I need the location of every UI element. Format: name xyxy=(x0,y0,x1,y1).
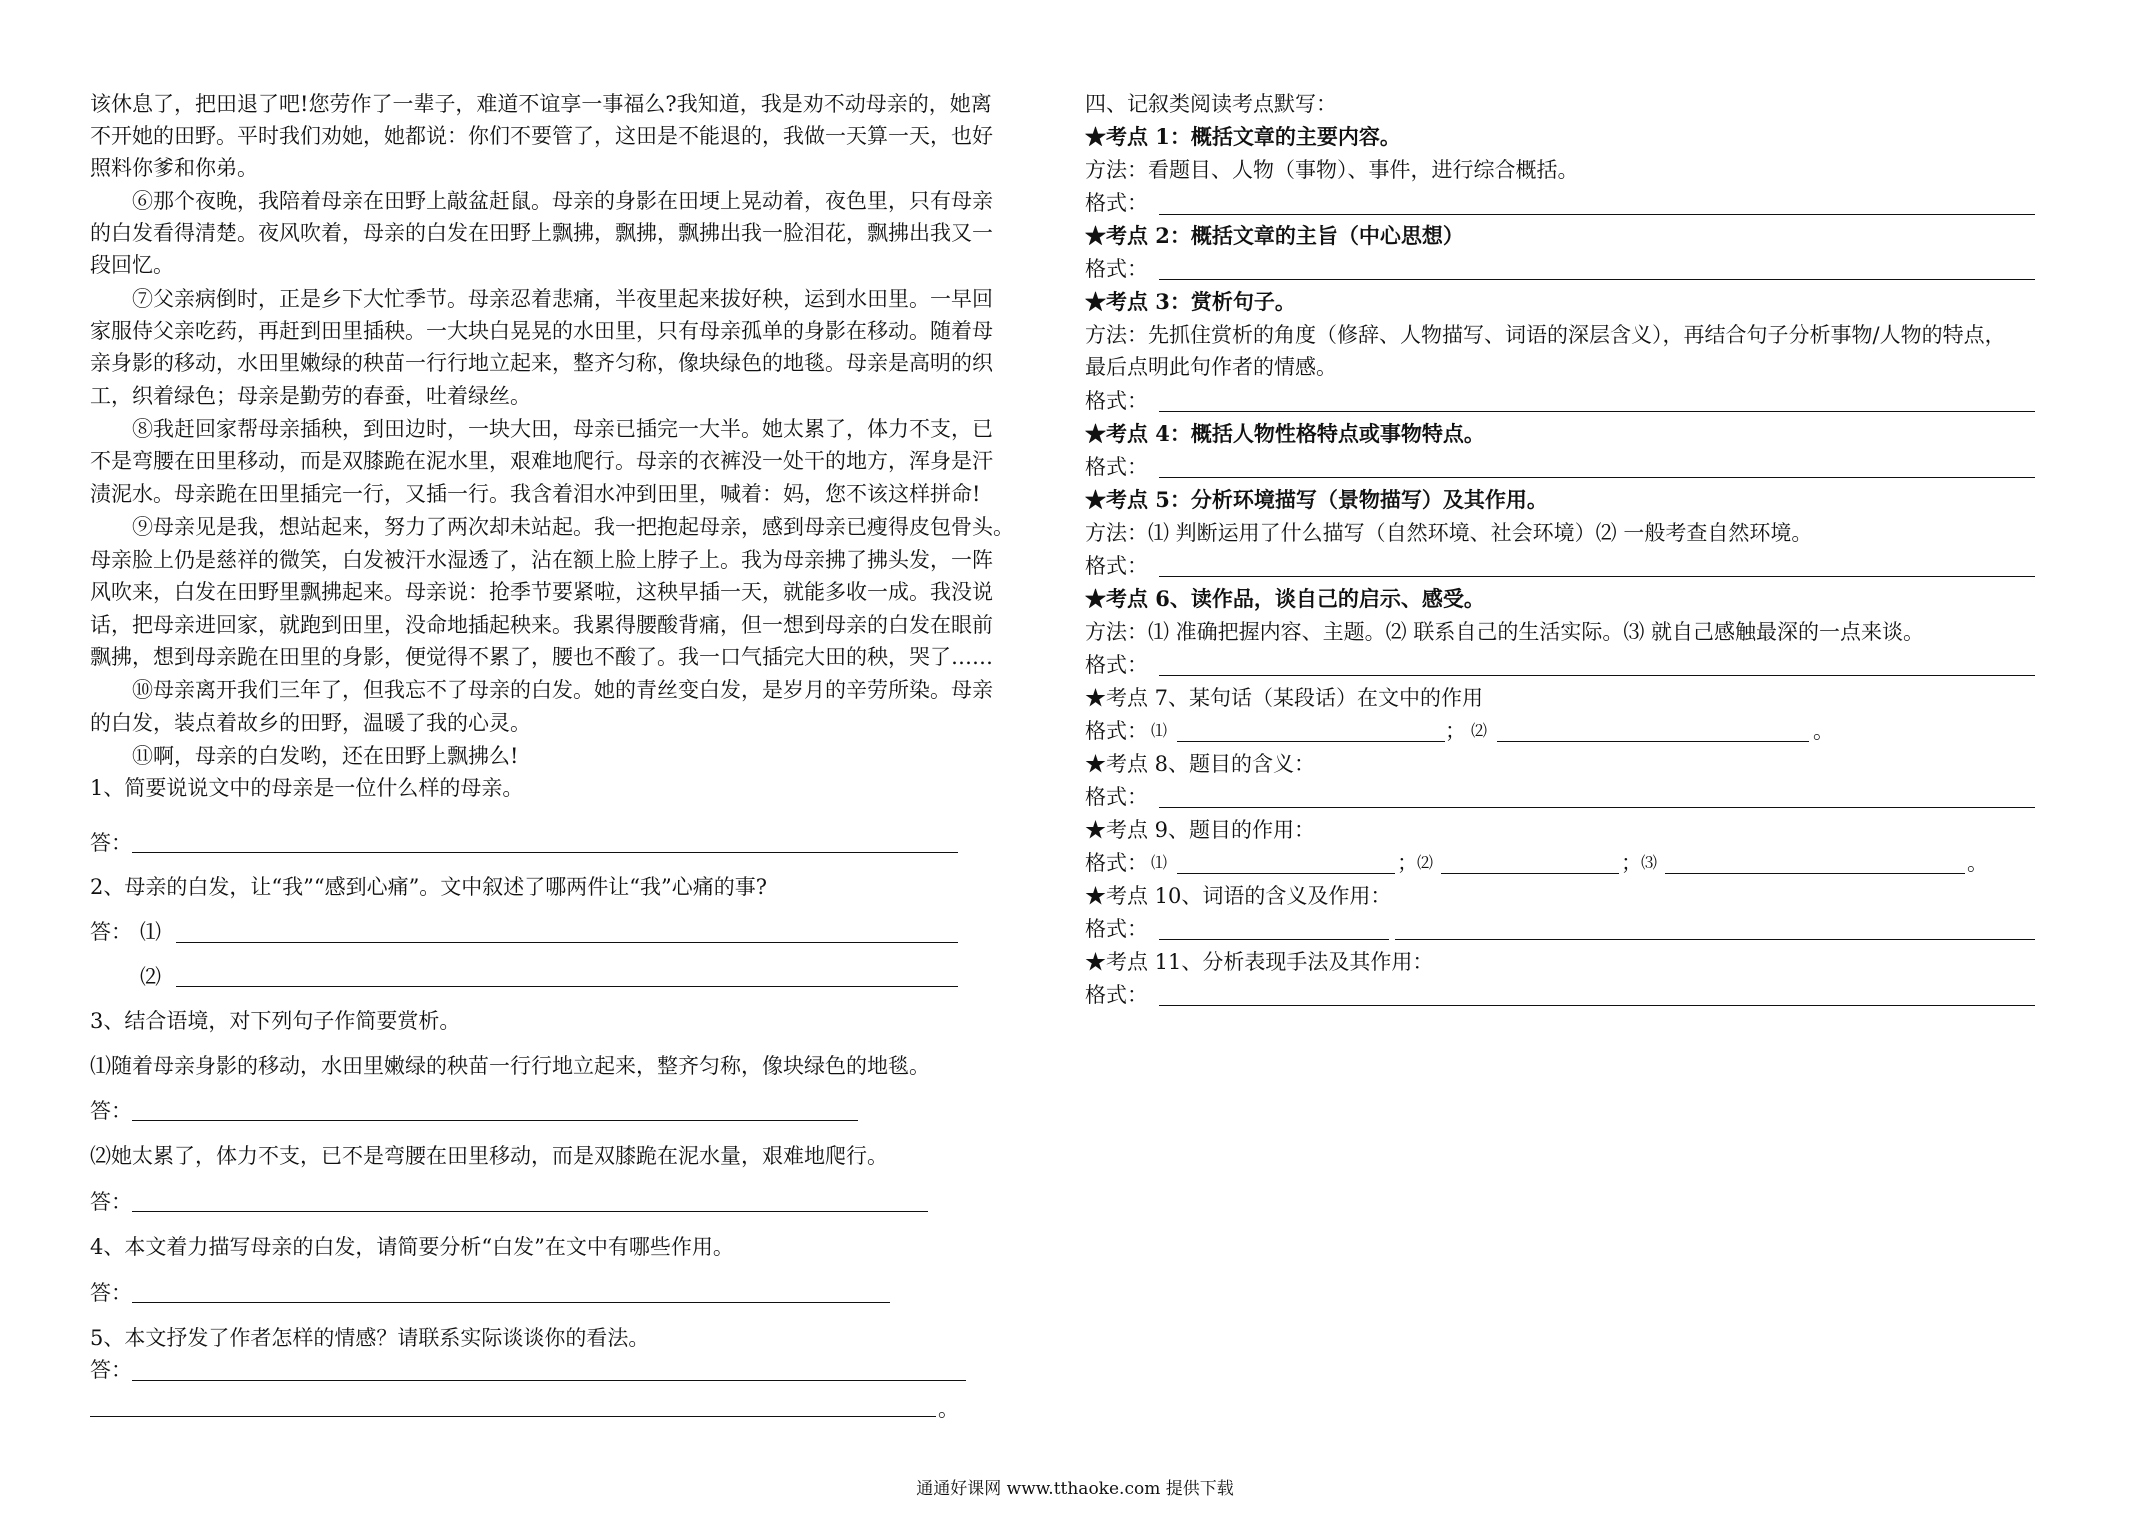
format-label: 格式： xyxy=(1085,917,1148,941)
answer-label: 答： xyxy=(90,1281,132,1305)
format-sub-1: ⑴ xyxy=(1151,853,1168,872)
format-label: 格式： xyxy=(1085,983,1148,1007)
story-line: 的白发看得清楚。夜风吹着，母亲的白发在田野上飘拂，飘拂，飘拂出我一脸泪花，飘拂出我又一 xyxy=(90,221,993,245)
question-3-1: ⑴随着母亲身影的移动，水田里嫩绿的秧苗一行行地立起来，整齐匀称，像块绿色的地毯。 xyxy=(90,1054,930,1078)
question-1: 1、简要说说文中的母亲是一位什么样的母亲。 xyxy=(90,776,524,800)
story-line: 风吹来，白发在田野里飘拂起来。母亲说：抢季节要紧啦，这秧早插一天，就能多收一成。我没说 xyxy=(90,580,993,604)
story-line: 亲身影的移动，水田里嫩绿的秧苗一行行地立起来，整齐匀称，像块绿色的地毯。母亲是高明的织 xyxy=(90,351,993,375)
answer-line[interactable] xyxy=(176,942,958,943)
answer-sub-1: ⑴ xyxy=(140,920,161,944)
story-line: 不开她的田野。平时我们劝她，她都说：你们不要管了，这田是不能退的，我做一天算一天，也好 xyxy=(90,124,993,148)
answer-label: 答： xyxy=(90,1358,132,1382)
kaodian-3: ★考点 3：赏析句子。 xyxy=(1085,289,1296,314)
format-semicolon: ； xyxy=(1445,719,1466,743)
footer-credit: 通通好课网 www.tthaoke.com 提供下载 xyxy=(916,1479,1234,1499)
format-label: 格式： xyxy=(1085,191,1148,215)
answer-label: 答： xyxy=(90,831,132,855)
question-3: 3、结合语境，对下列句子作简要赏析。 xyxy=(90,1009,461,1033)
format-label: 格式： xyxy=(1085,653,1148,677)
answer-label: 答： xyxy=(90,1190,132,1214)
format-sub-2: ⑵ xyxy=(1417,853,1434,872)
format-semicolon: ； xyxy=(1621,851,1642,875)
format-line[interactable] xyxy=(1159,1005,2035,1006)
format-sub-3: ⑶ xyxy=(1641,853,1658,872)
answer-line[interactable] xyxy=(132,852,958,853)
story-line: 渍泥水。母亲跪在田里插完一行，又插一行。我含着泪水冲到田里，喊着：妈，您不该这样拼命! xyxy=(90,482,981,506)
format-line[interactable] xyxy=(1159,411,2035,412)
format-line[interactable] xyxy=(1159,939,1389,940)
story-line: 飘拂，想到母亲跪在田里的身影，便觉得不累了，腰也不酸了。我一口气插完大田的秧，哭了…… xyxy=(90,645,993,669)
story-line: ⑦父亲病倒时，正是乡下大忙季节。母亲忍着悲痛，半夜里起来拔好秧，运到水田里。一早回 xyxy=(132,287,993,311)
format-line[interactable] xyxy=(1441,873,1619,874)
kaodian-3-method-2: 最后点明此句作者的情感。 xyxy=(1085,355,1337,379)
format-label: 格式： xyxy=(1085,554,1148,578)
format-line[interactable] xyxy=(1159,807,2035,808)
kaodian-6-method: 方法：⑴ 准确把握内容、主题。⑵ 联系自己的生活实际。⑶ 就自己感触最深的一点来谈。 xyxy=(1085,620,1925,644)
story-line: 段回忆。 xyxy=(90,253,174,277)
kaodian-5-method: 方法：⑴ 判断运用了什么描写（自然环境、社会环境）⑵ 一般考查自然环境。 xyxy=(1085,521,1813,545)
format-line[interactable] xyxy=(1159,279,2035,280)
format-line[interactable] xyxy=(1159,576,2035,577)
story-line: 母亲脸上仍是慈祥的微笑，白发被汗水湿透了，沾在额上脸上脖子上。我为母亲拂了拂头发，一阵 xyxy=(90,548,993,572)
format-label: 格式： xyxy=(1085,455,1148,479)
format-label: 格式： xyxy=(1085,719,1148,743)
story-line: 的白发，装点着故乡的田野，温暖了我的心灵。 xyxy=(90,711,531,735)
kaodian-1: ★考点 1：概括文章的主要内容。 xyxy=(1085,124,1401,149)
kaodian-4: ★考点 4：概括人物性格特点或事物特点。 xyxy=(1085,421,1485,446)
format-line[interactable] xyxy=(1177,873,1395,874)
answer-sub-2: ⑵ xyxy=(140,965,161,989)
format-label: 格式： xyxy=(1085,851,1148,875)
story-line: ⑥那个夜晚，我陪着母亲在田野上敲盆赶鼠。母亲的身影在田埂上晃动着，夜色里，只有母亲 xyxy=(132,189,993,213)
format-line[interactable] xyxy=(1395,939,2035,940)
answer-label: 答： xyxy=(90,920,132,944)
format-sub-2: ⑵ xyxy=(1471,721,1488,740)
story-line: 话，把母亲进回家，就跑到田里，没命地插起秧来。我累得腰酸背痛，但一想到母亲的白发在眼前 xyxy=(90,613,993,637)
format-end-mark: 。 xyxy=(1967,851,1988,875)
format-label: 格式： xyxy=(1085,389,1148,413)
kaodian-8: ★考点 8、题目的含义： xyxy=(1085,752,1316,776)
section-heading: 四、记叙类阅读考点默写： xyxy=(1085,92,1337,116)
story-line: ⑨母亲见是我，想站起来，努力了两次却未站起。我一把抱起母亲，感到母亲已瘦得皮包骨头。 xyxy=(132,515,1014,539)
story-line: 工，织着绿色；母亲是勤劳的春蚕，吐着绿丝。 xyxy=(90,384,531,408)
kaodian-7: ★考点 7、某句话（某段话）在文中的作用 xyxy=(1085,686,1484,710)
format-end-mark: 。 xyxy=(1813,719,1834,743)
story-line: ⑩母亲离开我们三年了，但我忘不了母亲的白发。她的青丝变白发，是岁月的辛劳所染。母亲 xyxy=(132,678,993,702)
kaodian-2: ★考点 2：概括文章的主旨（中心思想） xyxy=(1085,223,1464,248)
kaodian-5: ★考点 5：分析环境描写（景物描写）及其作用。 xyxy=(1085,487,1548,512)
kaodian-6: ★考点 6、读作品，谈自己的启示、感受。 xyxy=(1085,586,1485,611)
format-line[interactable] xyxy=(1665,873,1965,874)
answer-line[interactable] xyxy=(176,986,958,987)
format-line[interactable] xyxy=(1177,741,1445,742)
format-label: 格式： xyxy=(1085,257,1148,281)
end-mark: 。 xyxy=(938,1397,959,1421)
format-semicolon: ； xyxy=(1397,851,1418,875)
format-label: 格式： xyxy=(1085,785,1148,809)
question-3-2: ⑵她太累了，体力不支，已不是弯腰在田里移动，而是双膝跪在泥水量，艰难地爬行。 xyxy=(90,1144,888,1168)
kaodian-9: ★考点 9、题目的作用： xyxy=(1085,818,1316,842)
question-5: 5、本文抒发了作者怎样的情感？请联系实际谈谈你的看法。 xyxy=(90,1326,650,1350)
answer-line[interactable] xyxy=(132,1211,928,1212)
story-line: 不是弯腰在田里移动，而是双膝跪在泥水里，艰难地爬行。母亲的衣裤没一处干的地方，浑身是汗 xyxy=(90,449,993,473)
format-line[interactable] xyxy=(1159,675,2035,676)
format-line[interactable] xyxy=(1159,214,2035,215)
kaodian-11: ★考点 11、分析表现手法及其作用： xyxy=(1085,950,1434,974)
story-line: 该休息了，把田退了吧!您劳作了一辈子，难道不谊享一事福么?我知道，我是劝不动母亲的，她离 xyxy=(90,92,992,116)
format-line[interactable] xyxy=(1159,477,2035,478)
story-line: 照料你爹和你弟。 xyxy=(90,156,258,180)
answer-line[interactable] xyxy=(132,1120,858,1121)
answer-line[interactable] xyxy=(132,1302,890,1303)
story-line: ⑧我赶回家帮母亲插秧，到田边时，一块大田，母亲已插完一大半。她太累了，体力不支，已 xyxy=(132,417,993,441)
question-4: 4、本文着力描写母亲的白发，请简要分析“白发”在文中有哪些作用。 xyxy=(90,1235,734,1259)
format-line[interactable] xyxy=(1497,741,1809,742)
format-sub-1: ⑴ xyxy=(1151,721,1168,740)
kaodian-3-method-1: 方法：先抓住赏析的角度（修辞、人物描写、词语的深层含义），再结合句子分析事物/人物的特点， xyxy=(1085,323,2006,347)
story-line: 家服侍父亲吃药，再赶到田里插秧。一大块白晃晃的水田里，只有母亲孤单的身影在移动。随着母 xyxy=(90,319,993,343)
kaodian-10: ★考点 10、词语的含义及作用： xyxy=(1085,884,1392,908)
kaodian-1-method: 方法：看题目、人物（事物）、事件，进行综合概括。 xyxy=(1085,158,1579,182)
answer-label: 答： xyxy=(90,1099,132,1123)
answer-line[interactable] xyxy=(132,1380,966,1381)
question-2: 2、母亲的白发，让“我”“感到心痛”。文中叙述了哪两件让“我”心痛的事? xyxy=(90,875,768,899)
answer-line[interactable] xyxy=(90,1416,936,1417)
story-line: ⑪啊，母亲的白发哟，还在田野上飘拂么! xyxy=(132,744,519,768)
